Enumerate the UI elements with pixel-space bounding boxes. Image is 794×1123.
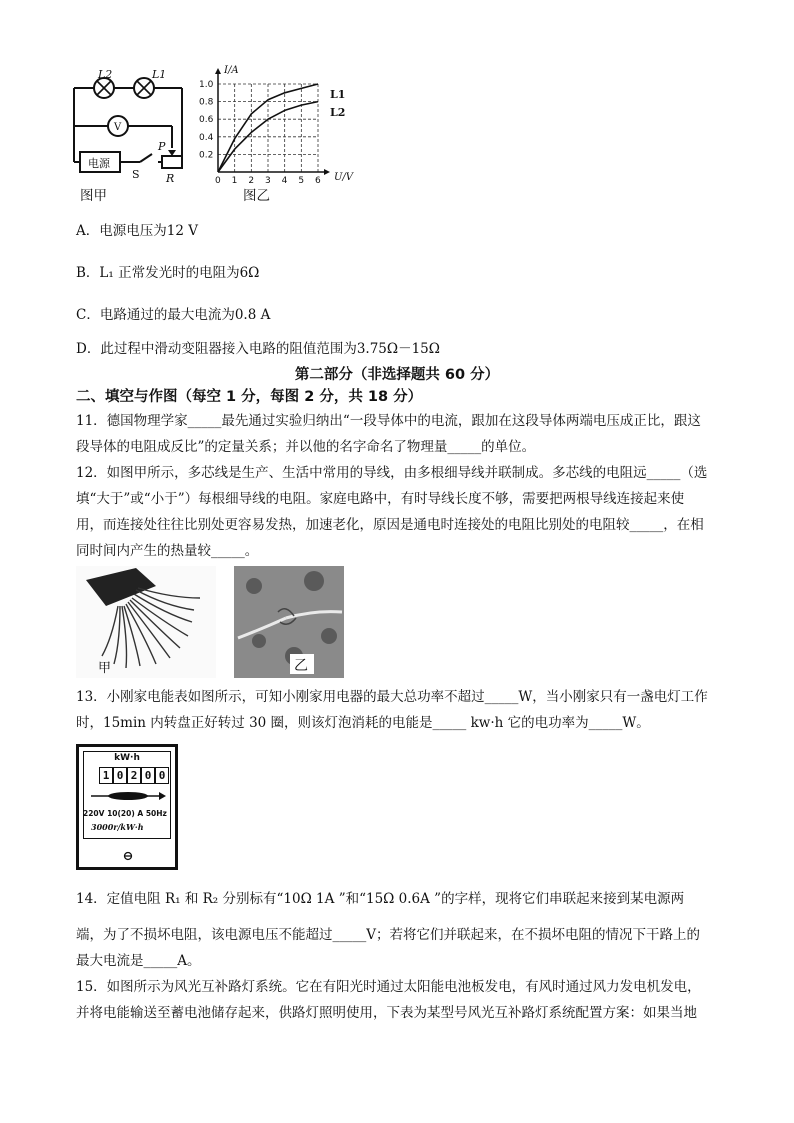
q11-line2: 段导体的电阻成反比”的定量关系；并以他的名字命名了物理量_____的单位。 — [76, 439, 536, 455]
y-tick-label: 0.6 — [199, 115, 214, 126]
q15-line2: 并将电能输送至蓄电池储存起来，供路灯照明使用，下表为某型号风光互补路灯系统配置方案：如果当地 — [76, 1005, 697, 1021]
q13-line1: 13．小刚家电能表如图所示，可知小刚家用电器的最大总功率不超过_____W，当小刚家只有一盏电灯工作 — [76, 689, 708, 705]
meter-digit: 1 — [99, 767, 113, 784]
y-tick-label: 0.4 — [199, 132, 214, 143]
series-line-l1 — [218, 84, 318, 172]
x-tick-label: 2 — [248, 176, 255, 184]
option-c: C．电路通过的最大电流为0.8 A — [76, 307, 271, 323]
series-label-l1: L1 — [330, 88, 346, 101]
y-axis-arrow-icon — [215, 68, 221, 74]
q13-line2: 时，15min 内转盘正好转过 30 圈，则该灯泡消耗的电能是_____ kw·h 它的电功率为_____W。 — [76, 715, 650, 731]
q12-line2: 填“大于”或“小于”）每根细导线的电阻。家庭电路中，有时导线长度不够，需要把两根导线连接起来使 — [76, 491, 685, 507]
label-r: R — [166, 172, 175, 185]
meter-digit: 0 — [155, 767, 169, 784]
caption-fig-jia: 图甲 — [80, 188, 107, 204]
q12-line4: 同时间内产生的热量较_____。 — [76, 543, 259, 559]
label-l1: L1 — [152, 70, 167, 81]
option-d: D．此过程中滑动变阻器接入电路的阻值范围为3.75Ω－15Ω — [76, 341, 440, 357]
joined-wire-image — [234, 566, 344, 678]
y-tick-label: 0.2 — [199, 150, 214, 161]
meter-digit: 0 — [113, 767, 127, 784]
meter-digit: 0 — [141, 767, 155, 784]
y-axis-label: I/A — [224, 65, 239, 76]
label-s: S — [132, 168, 140, 181]
x-tick-label: 4 — [281, 176, 288, 184]
label-power: 电源 — [88, 157, 110, 170]
option-a: A．电源电压为12 V — [76, 223, 198, 239]
label-l2: L2 — [98, 70, 113, 81]
iv-chart — [198, 64, 368, 184]
x-axis-label: U/V — [334, 172, 354, 183]
meter-digits — [99, 767, 169, 784]
label-v: V — [114, 122, 122, 133]
series-label-l2: L2 — [330, 106, 346, 119]
multicore-wire-image — [76, 566, 216, 678]
part-title: 第二部分（非选择题共 60 分） — [294, 367, 500, 383]
circuit-diagram — [68, 70, 198, 185]
x-tick-label: 0 — [215, 176, 221, 184]
meter-disc-icon — [89, 789, 167, 803]
meter-unit: kW·h — [114, 753, 140, 763]
option-b: B．L₁ 正常发光时的电阻为6Ω — [76, 265, 260, 281]
y-tick-label: 0.8 — [199, 97, 214, 108]
section-title: 二、填空与作图（每空 1 分，每图 2 分，共 18 分） — [76, 389, 423, 405]
q11-line1: 11．德国物理学家_____最先通过实验归纳出“一段导体中的电流，跟加在这段导体两端电压成正比，跟这 — [76, 413, 701, 429]
meter-digit: 2 — [127, 767, 141, 784]
meter-rate: 3000r/kW·h — [91, 822, 144, 832]
q14-line3: 最大电流是_____A。 — [76, 953, 201, 969]
q12-line3: 用，而连接处往往比别处更容易发热，加速老化，原因是通电时连接处的电阻比别处的电阻较_____，在相 — [76, 517, 704, 533]
electricity-meter — [76, 744, 178, 870]
x-tick-label: 3 — [265, 176, 271, 184]
q14-line2: 端，为了不损坏电阻，该电源电压不能超过_____V；若将它们并联起来，在不损坏电阻的情况下干路上的 — [76, 927, 700, 943]
x-tick-label: 5 — [298, 176, 305, 184]
x-axis-arrow-icon — [324, 169, 330, 175]
x-tick-label: 1 — [231, 176, 238, 184]
q12-line1: 12．如图甲所示，多芯线是生产、生活中常用的导线，由多根细导线并联制成。多芯线的电阻远_____（选 — [76, 465, 708, 481]
meter-screw-icon — [123, 851, 133, 861]
label-p: P — [158, 140, 166, 153]
q14-line1: 14．定值电阻 R₁ 和 R₂ 分别标有“10Ω 1A ”和“15Ω 0.6A ”的字样，现将它们串联起来接到某电源两 — [76, 891, 685, 907]
x-tick-label: 6 — [315, 176, 321, 184]
fig-yi-label: 乙 — [294, 658, 308, 674]
y-tick-label: 1.0 — [199, 80, 214, 90]
caption-fig-yi: 图乙 — [243, 188, 270, 204]
meter-spec: 220V 10(20) A 50Hz — [83, 809, 167, 818]
fig-jia-label: 甲 — [98, 661, 112, 676]
q15-line1: 15．如图所示为风光互补路灯系统。它在有阳光时通过太阳能电池板发电，有风时通过风力发电机发电， — [76, 979, 701, 995]
